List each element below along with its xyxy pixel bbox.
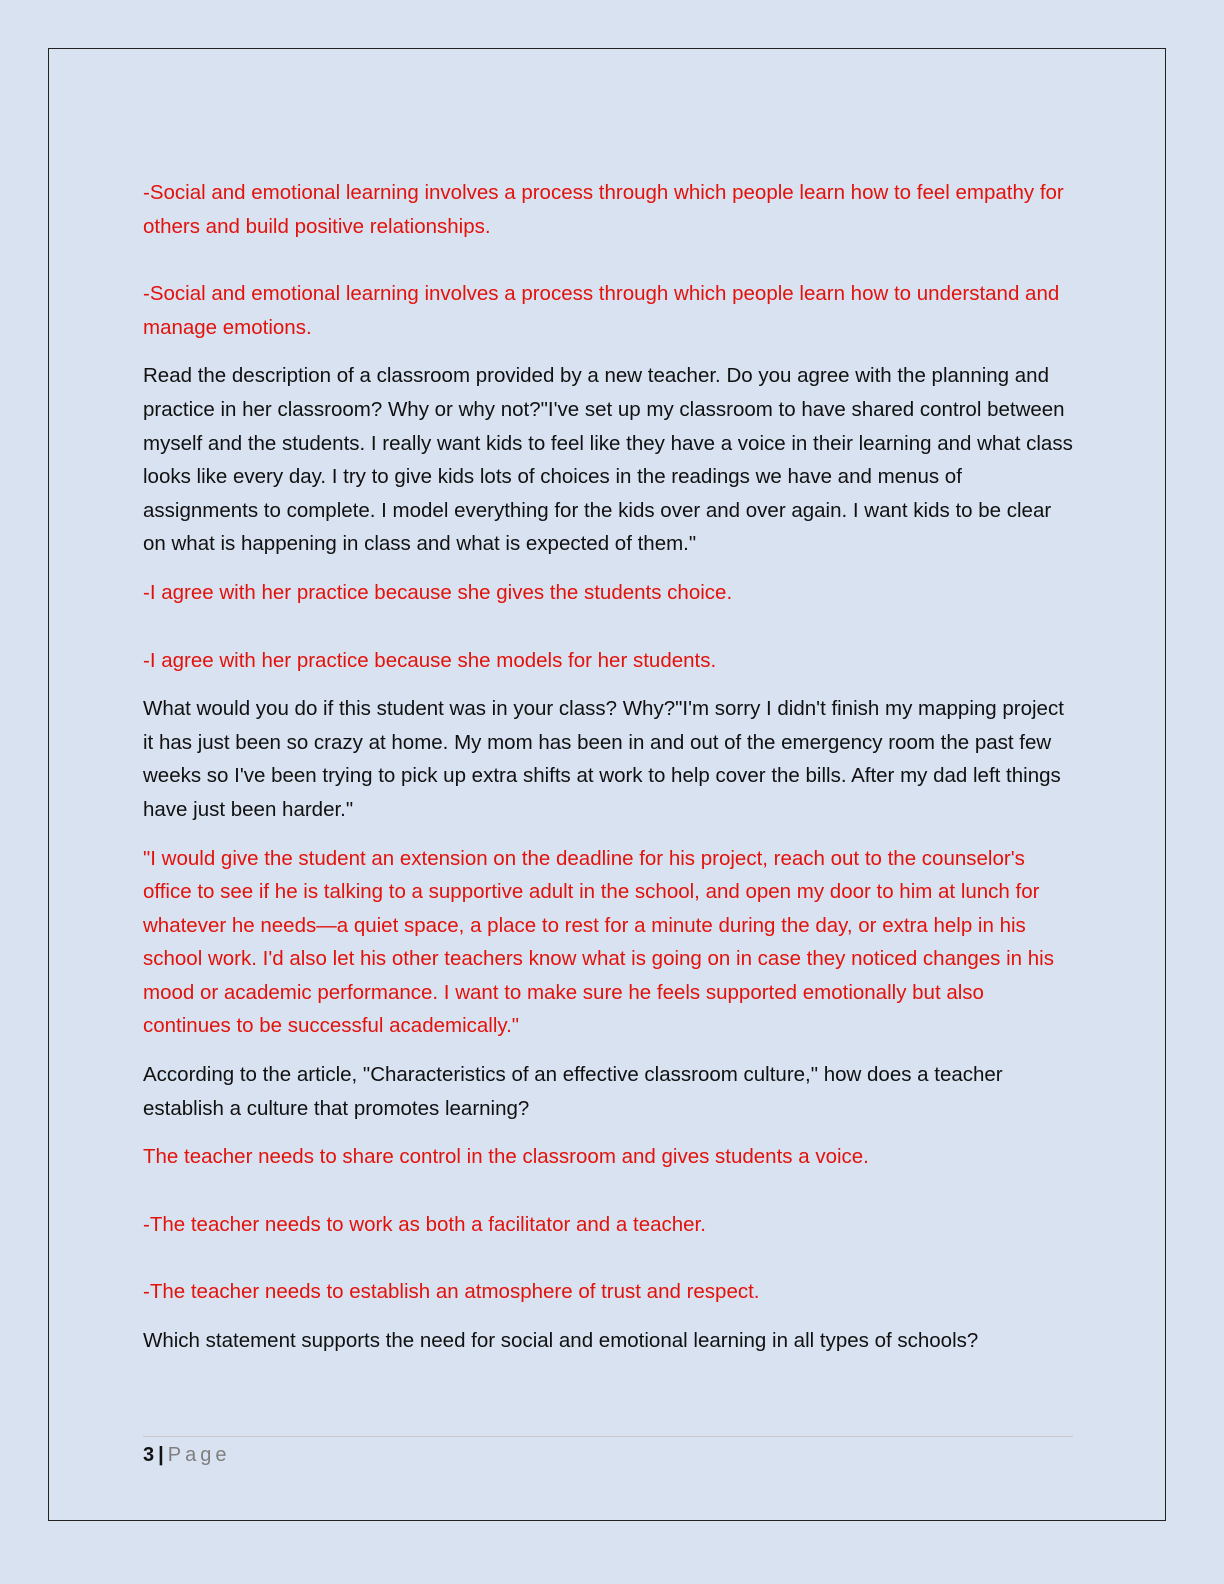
page-number: 3 — [143, 1444, 155, 1466]
question-paragraph: Which statement supports the need for social and emotional learning in all types of schools? — [143, 1329, 979, 1353]
answer-paragraph: -Social and emotional learning involves a process through which people learn how to feel empathy for others and build positive relationships. — [143, 181, 1064, 238]
answer-paragraph: -I agree with her practice because she gives the students choice. — [143, 580, 733, 604]
answer-paragraph: "I would give the student an extension on the deadline for his project, reach out to the counselor's office to see if he is talking to a supportive adult in the school, and open my door to him at lunch for whatever he needs—a quiet space, a place to rest for a minute during the day, or extra help in his school work. I'd also let his other teachers know what is going on in case they noticed changes in his mood or academic performance. I want to make sure he feels supported emotionally but also continues to be successful academically." — [143, 846, 1054, 1038]
answer-paragraph: -The teacher needs to establish an atmosphere of trust and respect. — [143, 1280, 760, 1304]
question-paragraph: Read the description of a classroom provided by a new teacher. Do you agree with the planning and practice in her classroom? Why or why not?"I've set up my classroom to have shared control between myself and the students. I really want kids to feel like they have a voice in their learning and what class looks like every day. I try to give kids lots of choices in the readings we have and menus of assignments to complete. I model everything for the kids over and over again. I want kids to be clear on what is happening in class and what is expected of them." — [143, 364, 1073, 556]
question-paragraph: What would you do if this student was in your class? Why?"I'm sorry I didn't finish my mapping project it has just been so crazy at home. My mom has been in and out of the emergency room the past few weeks so I've been trying to pick up extra shifts at work to help cover the bills. After my dad left things have just been harder." — [143, 697, 1064, 821]
footer-separator: | — [158, 1444, 164, 1466]
answer-paragraph: -Social and emotional learning involves a process through which people learn how to understand and manage emotions. — [143, 282, 1060, 339]
page-footer — [143, 1436, 1073, 1469]
page-label: Page — [167, 1444, 231, 1466]
question-paragraph: According to the article, "Characteristics of an effective classroom culture," how does a teacher establish a culture that promotes learning? — [143, 1063, 1003, 1120]
document-body — [143, 176, 1073, 1358]
answer-paragraph: The teacher needs to share control in the classroom and gives students a voice. — [143, 1145, 869, 1169]
answer-paragraph: -I agree with her practice because she models for her students. — [143, 648, 717, 672]
answer-paragraph: -The teacher needs to work as both a facilitator and a teacher. — [143, 1212, 706, 1236]
